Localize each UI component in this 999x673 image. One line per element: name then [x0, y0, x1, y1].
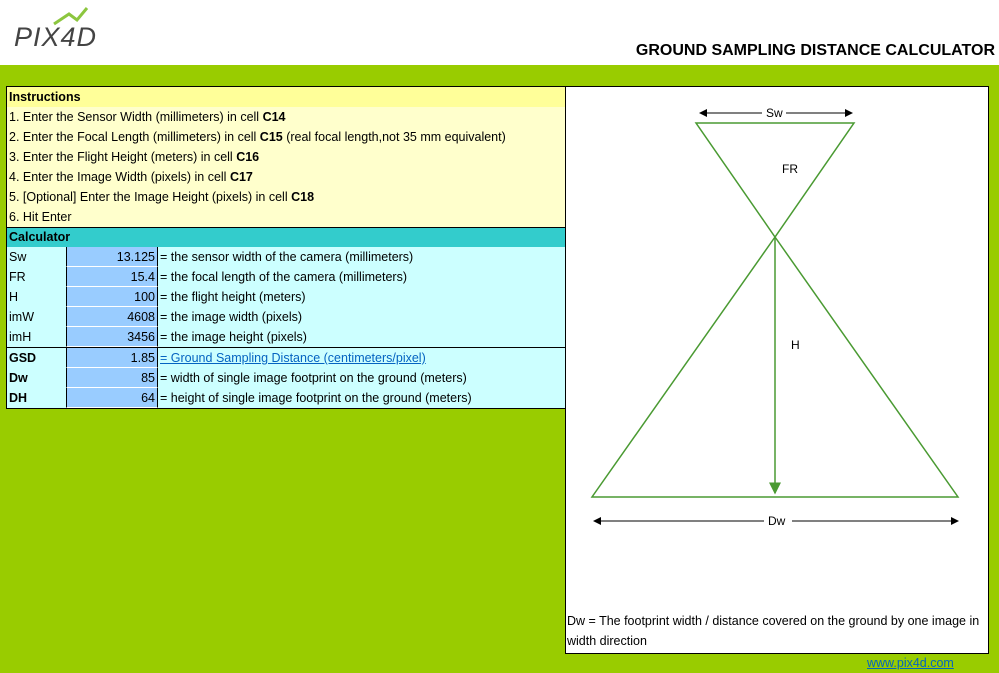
symbol-label: DH	[7, 388, 66, 408]
symbol-label: H	[7, 287, 66, 307]
instruction-step	[7, 147, 565, 167]
description	[158, 348, 565, 368]
logo-text: PIX4D	[14, 22, 98, 52]
input-row	[7, 247, 565, 267]
instruction-cell-ref: C17	[229, 170, 253, 184]
fr-label: FR	[782, 162, 798, 176]
dw-label: Dw	[768, 514, 786, 528]
symbol-label: FR	[7, 267, 66, 287]
result-value: 64	[66, 388, 158, 408]
input-row	[7, 327, 565, 347]
instruction-step	[7, 127, 565, 147]
input-row	[7, 287, 565, 307]
symbol-label: Sw	[7, 247, 66, 267]
result-value: 1.85	[66, 348, 158, 368]
description: = the sensor width of the camera (millimeters)	[158, 247, 565, 267]
input-row	[7, 267, 565, 287]
instruction-cell-ref: C18	[291, 190, 315, 204]
symbol-label: imW	[7, 307, 66, 327]
instruction-cell-ref: C16	[236, 150, 260, 164]
header	[0, 0, 999, 65]
description: = the image height (pixels)	[158, 327, 565, 347]
gsd-description-link[interactable]: = Ground Sampling Distance (centimeters/pixel)	[160, 351, 426, 365]
instruction-step	[7, 167, 565, 187]
instruction-text: 4. Enter the Image Width (pixels) in cell	[9, 170, 230, 184]
diagram-svg	[566, 87, 988, 607]
instruction-step	[7, 107, 565, 127]
gsd-diagram	[565, 86, 989, 654]
instruction-cell-ref: C14	[262, 110, 286, 124]
symbol-label: imH	[7, 327, 66, 347]
instruction-text: 5. [Optional] Enter the Image Height (pixels) in cell	[9, 190, 292, 204]
output-row	[7, 368, 565, 388]
page-title: GROUND SAMPLING DISTANCE CALCULATOR	[635, 42, 995, 59]
input-value-cell[interactable]: 13.125	[66, 247, 158, 267]
instruction-cell-ref: C15	[259, 130, 283, 144]
input-value-cell[interactable]: 4608	[66, 307, 158, 327]
description: = width of single image footprint on the ground (meters)	[158, 368, 565, 388]
instruction-text: 3. Enter the Flight Height (meters) in cell	[9, 150, 237, 164]
description: = height of single image footprint on the ground (meters)	[158, 388, 565, 408]
pix4d-logo	[14, 6, 98, 56]
instructions-heading: Instructions	[7, 87, 565, 107]
diagram-caption: Dw = The footprint width / distance covered on the ground by one image in width direction	[567, 614, 980, 648]
sw-label: Sw	[766, 106, 783, 120]
description: = the image width (pixels)	[158, 307, 565, 327]
description: = the flight height (meters)	[158, 287, 565, 307]
calculator-heading: Calculator	[7, 227, 565, 247]
symbol-label: Dw	[7, 368, 66, 388]
input-row	[7, 307, 565, 327]
instruction-suffix: (real focal length,not 35 mm equivalent)	[282, 130, 506, 144]
input-value-cell[interactable]: 15.4	[66, 267, 158, 287]
output-row	[7, 388, 565, 408]
symbol-label: GSD	[7, 348, 66, 368]
instruction-step	[7, 187, 565, 207]
pix4d-website-link[interactable]: www.pix4d.com	[867, 656, 954, 670]
input-value-cell[interactable]: 100	[66, 287, 158, 307]
description: = the focal length of the camera (millimeters)	[158, 267, 565, 287]
instruction-text: 1. Enter the Sensor Width (millimeters) in cell	[9, 110, 263, 124]
result-value: 85	[66, 368, 158, 388]
instruction-text: 6. Hit Enter	[9, 210, 72, 224]
instruction-text: 2. Enter the Focal Length (millimeters) in cell	[9, 130, 260, 144]
sensor-triangle	[696, 123, 854, 237]
h-label: H	[791, 338, 800, 352]
output-row	[7, 348, 565, 368]
instruction-step	[7, 207, 565, 227]
input-value-cell[interactable]: 3456	[66, 327, 158, 347]
calculator-table	[6, 86, 566, 409]
